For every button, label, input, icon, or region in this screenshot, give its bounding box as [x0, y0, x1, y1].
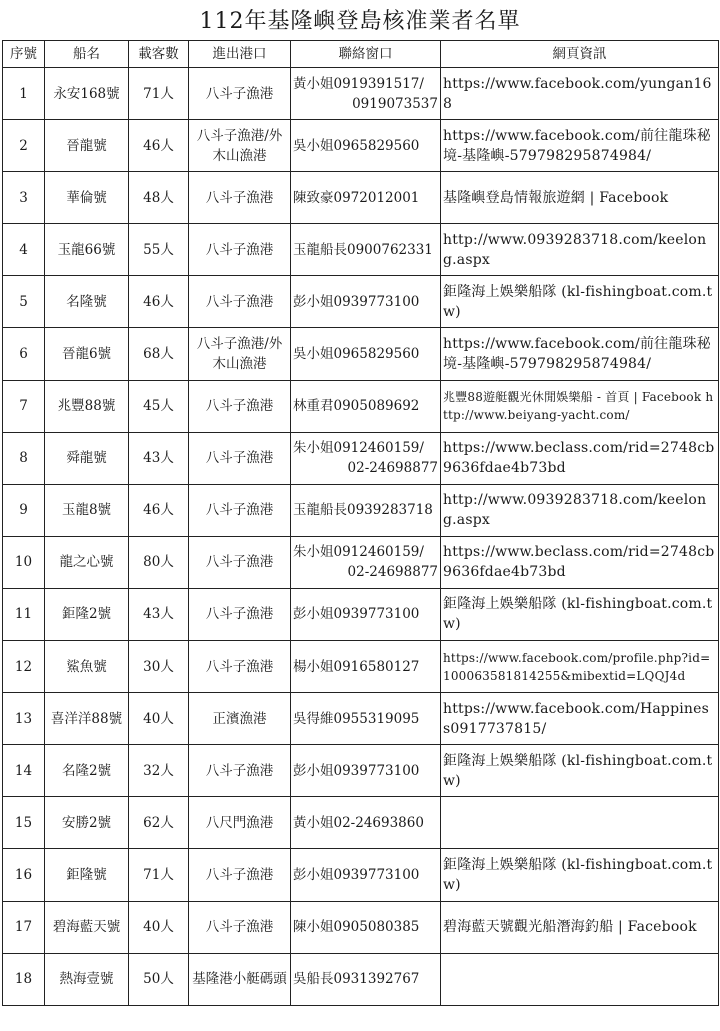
ship-name: 鯊魚號	[45, 641, 129, 693]
row-number: 5	[3, 276, 45, 328]
web-info[interactable]: 鉅隆海上娛樂船隊 (kl-fishingboat.com.tw)	[441, 588, 719, 640]
contact	[291, 328, 441, 380]
web-info[interactable]: 基隆嶼登島情報旅遊網 | Facebook	[441, 172, 719, 224]
web-info[interactable]: https://www.facebook.com/前往龍珠秘境-基隆嶼-579798295874984/	[441, 120, 719, 172]
ship-name: 名隆號	[45, 276, 129, 328]
header-ship: 船名	[45, 41, 129, 68]
capacity: 30人	[129, 641, 189, 693]
port: 八斗子漁港	[189, 380, 291, 432]
contact	[291, 276, 441, 328]
table-row	[3, 276, 719, 328]
table-row	[3, 849, 719, 901]
row-number: 7	[3, 380, 45, 432]
contact	[291, 536, 441, 588]
contact	[291, 380, 441, 432]
table-row	[3, 693, 719, 745]
web-info[interactable]: 鉅隆海上娛樂船隊 (kl-fishingboat.com.tw)	[441, 849, 719, 901]
capacity: 40人	[129, 901, 189, 953]
contact-line: 彭小姐0939773100	[293, 762, 420, 779]
web-info[interactable]: http://www.0939283718.com/keelong.aspx	[441, 484, 719, 536]
port: 八斗子漁港	[189, 536, 291, 588]
row-number: 16	[3, 849, 45, 901]
ship-name: 鉅隆2號	[45, 588, 129, 640]
row-number: 9	[3, 484, 45, 536]
row-number: 1	[3, 68, 45, 120]
contact-line: 林重君0905089692	[293, 398, 420, 415]
contact-line: 02-24698877	[347, 564, 438, 581]
contact-line: 陳小姐0905080385	[293, 919, 420, 936]
capacity: 46人	[129, 484, 189, 536]
contact-line: 吳船長0931392767	[293, 971, 420, 988]
contact	[291, 172, 441, 224]
capacity: 80人	[129, 536, 189, 588]
port: 正濱漁港	[189, 693, 291, 745]
port: 八斗子漁港	[189, 641, 291, 693]
port: 八斗子漁港/外木山漁港	[189, 120, 291, 172]
row-number: 14	[3, 745, 45, 797]
contact-line: 彭小姐0939773100	[293, 866, 420, 883]
port: 八斗子漁港	[189, 901, 291, 953]
web-info[interactable]: 碧海藍天號觀光船潛海釣船 | Facebook	[441, 901, 719, 953]
header-row	[3, 41, 719, 68]
port: 八斗子漁港	[189, 588, 291, 640]
contact	[291, 432, 441, 484]
port: 八斗子漁港	[189, 224, 291, 276]
ship-name: 兆豐88號	[45, 380, 129, 432]
table-row	[3, 432, 719, 484]
capacity: 50人	[129, 953, 189, 1005]
capacity: 43人	[129, 588, 189, 640]
table-row	[3, 120, 719, 172]
table-row	[3, 641, 719, 693]
contact	[291, 693, 441, 745]
table-row	[3, 172, 719, 224]
contact-line: 玉龍船長0900762331	[293, 241, 433, 258]
ship-name: 名隆2號	[45, 745, 129, 797]
header-no: 序號	[3, 41, 45, 68]
row-number: 13	[3, 693, 45, 745]
web-info[interactable]: https://www.beclass.com/rid=2748cb9636fdae4b73bd	[441, 536, 719, 588]
contact	[291, 588, 441, 640]
web-info[interactable]: https://www.facebook.com/Happiness0917737815/	[441, 693, 719, 745]
ship-name: 舜龍號	[45, 432, 129, 484]
port: 八斗子漁港	[189, 484, 291, 536]
row-number: 3	[3, 172, 45, 224]
capacity: 32人	[129, 745, 189, 797]
web-info[interactable]: http://www.0939283718.com/keelong.aspx	[441, 224, 719, 276]
ship-name: 玉龍8號	[45, 484, 129, 536]
web-info	[441, 797, 719, 849]
header-port: 進出港口	[189, 41, 291, 68]
document-title: 112年基隆嶼登島核准業者名單	[199, 9, 521, 34]
table-row	[3, 588, 719, 640]
header-capacity: 載客數	[129, 41, 189, 68]
row-number: 15	[3, 797, 45, 849]
capacity: 45人	[129, 380, 189, 432]
port: 八尺門漁港	[189, 797, 291, 849]
web-info	[441, 953, 719, 1005]
table-row	[3, 224, 719, 276]
ship-name: 鉅隆號	[45, 849, 129, 901]
ship-name: 喜洋洋88號	[45, 693, 129, 745]
table-row	[3, 484, 719, 536]
capacity: 46人	[129, 276, 189, 328]
table-row	[3, 328, 719, 380]
contact	[291, 120, 441, 172]
contact-line: 黃小姐02-24693860	[293, 814, 424, 831]
row-number: 12	[3, 641, 45, 693]
table-row	[3, 901, 719, 953]
web-info[interactable]: 兆豐88遊艇觀光休閒娛樂船 - 首頁 | Facebook http://www.beiyang-yacht.com/	[441, 380, 719, 432]
contact-line: 吳小姐0965829560	[293, 137, 420, 154]
contact	[291, 641, 441, 693]
table-row	[3, 68, 719, 120]
web-info[interactable]: https://www.beclass.com/rid=2748cb9636fdae4b73bd	[441, 432, 719, 484]
port: 八斗子漁港	[189, 276, 291, 328]
ship-name: 安勝2號	[45, 797, 129, 849]
ship-name: 晉龍6號	[45, 328, 129, 380]
ship-name: 華倫號	[45, 172, 129, 224]
port: 八斗子漁港/外木山漁港	[189, 328, 291, 380]
contact	[291, 849, 441, 901]
contact-line: 朱小姐0912460159/	[293, 440, 424, 457]
web-info[interactable]: https://www.facebook.com/profile.php?id=100063581814255&mibextid=LQQJ4d	[441, 641, 719, 693]
web-info[interactable]: https://www.facebook.com/前往龍珠秘境-基隆嶼-579798295874984/	[441, 328, 719, 380]
ship-name: 熱海壹號	[45, 953, 129, 1005]
contact	[291, 224, 441, 276]
capacity: 40人	[129, 693, 189, 745]
port: 基隆港小艇碼頭	[189, 953, 291, 1005]
contact-line: 吳得維0955319095	[293, 710, 420, 727]
port: 八斗子漁港	[189, 172, 291, 224]
row-number: 17	[3, 901, 45, 953]
web-info[interactable]: https://www.facebook.com/yungan168	[441, 68, 719, 120]
contact-line: 楊小姐0916580127	[293, 658, 420, 675]
port: 八斗子漁港	[189, 68, 291, 120]
capacity: 71人	[129, 68, 189, 120]
contact-line: 朱小姐0912460159/	[293, 544, 424, 561]
contact	[291, 901, 441, 953]
table-row	[3, 797, 719, 849]
contact	[291, 797, 441, 849]
contact	[291, 745, 441, 797]
capacity: 55人	[129, 224, 189, 276]
web-info[interactable]: 鉅隆海上娛樂船隊 (kl-fishingboat.com.tw)	[441, 276, 719, 328]
table-row	[3, 745, 719, 797]
row-number: 18	[3, 953, 45, 1005]
port: 八斗子漁港	[189, 849, 291, 901]
ship-name: 永安168號	[45, 68, 129, 120]
contact	[291, 68, 441, 120]
contact	[291, 484, 441, 536]
table-row	[3, 536, 719, 588]
row-number: 8	[3, 432, 45, 484]
contact-line: 陳致豪0972012001	[293, 189, 420, 206]
row-number: 2	[3, 120, 45, 172]
contact-line: 黃小姐0919391517/	[293, 75, 424, 92]
capacity: 46人	[129, 120, 189, 172]
contact-line: 0919073537	[352, 95, 438, 112]
capacity: 68人	[129, 328, 189, 380]
header-contact: 聯絡窗口	[291, 41, 441, 68]
table-row	[3, 380, 719, 432]
capacity: 43人	[129, 432, 189, 484]
ship-name: 碧海藍天號	[45, 901, 129, 953]
port: 八斗子漁港	[189, 745, 291, 797]
contact-line: 吳小姐0965829560	[293, 346, 420, 363]
contact-line: 玉龍船長0939283718	[293, 502, 433, 519]
row-number: 4	[3, 224, 45, 276]
web-info[interactable]: 鉅隆海上娛樂船隊 (kl-fishingboat.com.tw)	[441, 745, 719, 797]
contact-line: 彭小姐0939773100	[293, 293, 420, 310]
ship-name: 晉龍號	[45, 120, 129, 172]
header-web: 網頁資訊	[441, 41, 719, 68]
contact-line: 彭小姐0939773100	[293, 606, 420, 623]
row-number: 6	[3, 328, 45, 380]
capacity: 71人	[129, 849, 189, 901]
operator-table	[2, 40, 719, 1006]
row-number: 10	[3, 536, 45, 588]
contact	[291, 953, 441, 1005]
contact-line: 02-24698877	[347, 460, 438, 477]
ship-name: 龍之心號	[45, 536, 129, 588]
capacity: 48人	[129, 172, 189, 224]
port: 八斗子漁港	[189, 432, 291, 484]
capacity: 62人	[129, 797, 189, 849]
ship-name: 玉龍66號	[45, 224, 129, 276]
table-row	[3, 953, 719, 1005]
row-number: 11	[3, 588, 45, 640]
